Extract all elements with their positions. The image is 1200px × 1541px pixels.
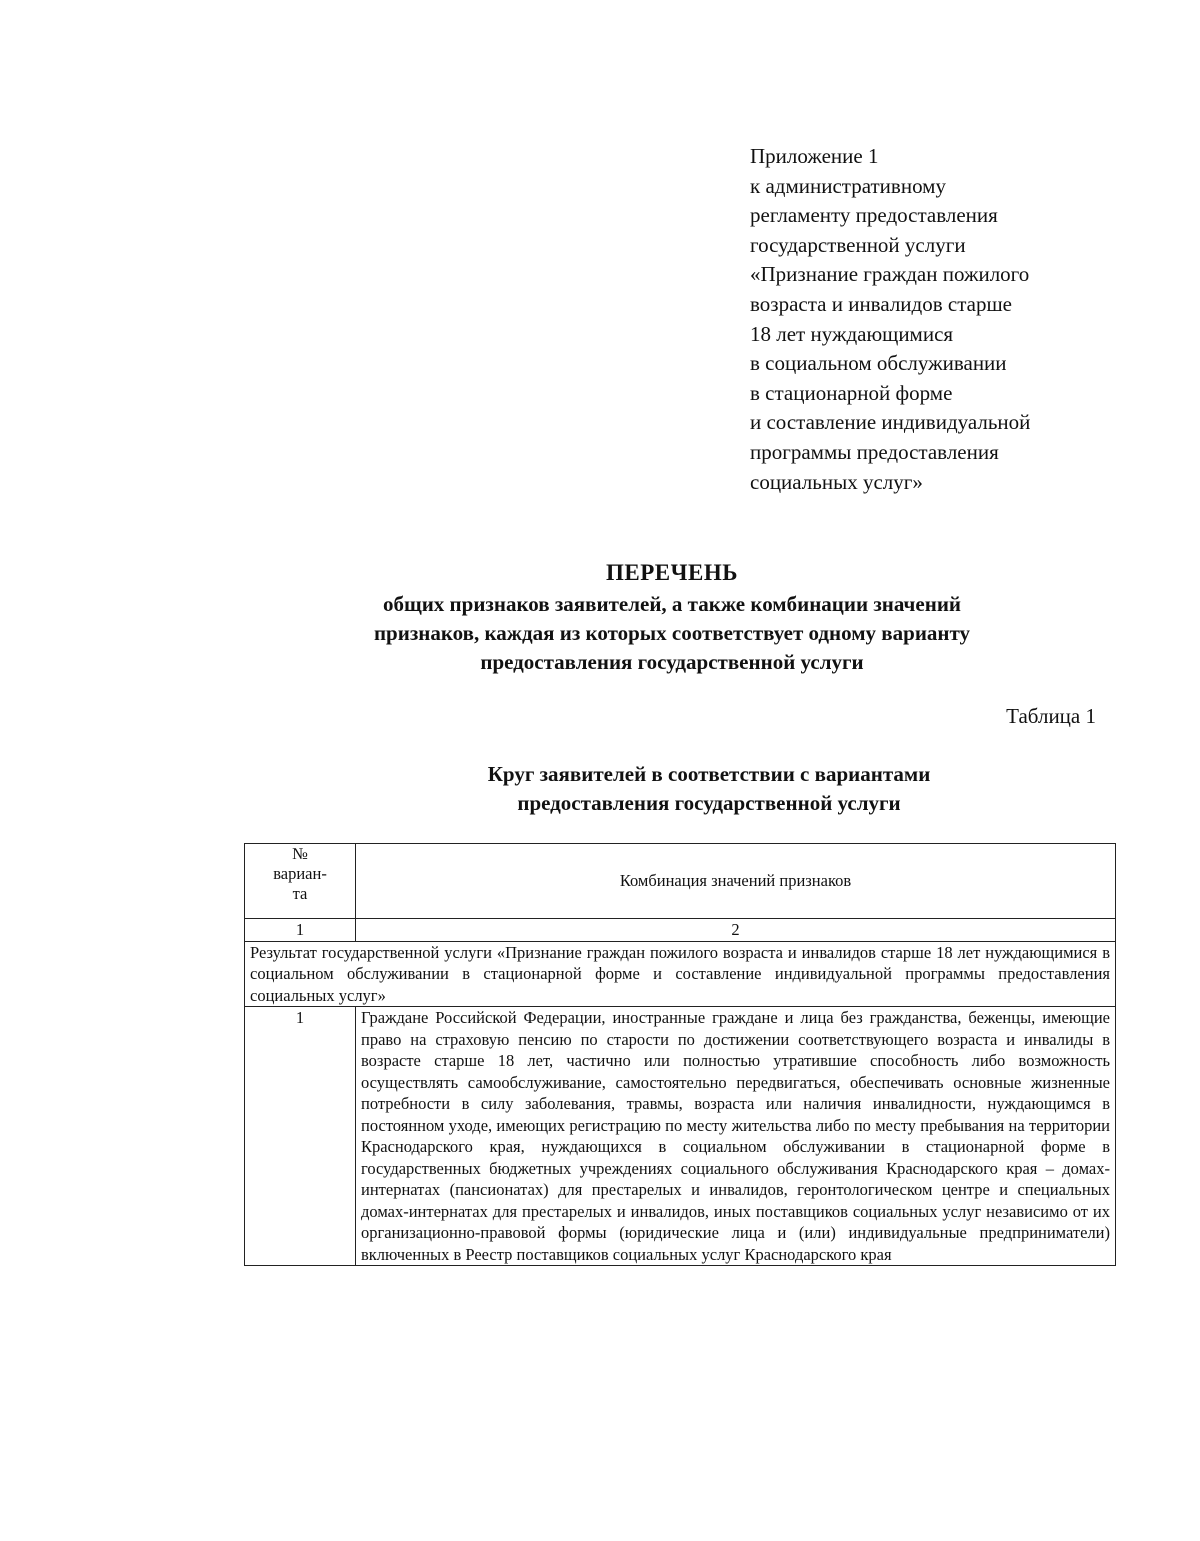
document-subtitle <box>0 590 1200 677</box>
appendix-line: социальных услуг» <box>750 469 923 494</box>
appendix-line: 18 лет нуждающимися <box>750 321 954 346</box>
document-title: ПЕРЕЧЕНЬ <box>606 560 738 585</box>
caption-line: предоставления государственной услуги <box>517 791 901 815</box>
appendix-line: государственной услуги <box>750 232 966 257</box>
subtitle-line: признаков, каждая из которых соответствует одному варианту <box>373 621 971 645</box>
column-index: 2 <box>356 919 1116 942</box>
appendix-line: и составление индивидуальной <box>750 410 1031 435</box>
subtitle-line: предоставления государственной услуги <box>480 650 864 674</box>
table-row <box>245 1007 1116 1266</box>
header-number-line: вариан- <box>273 864 327 883</box>
appendix-line: в социальном обслуживании <box>750 351 1007 376</box>
appendix-line: «Признание граждан пожилого <box>750 262 1030 287</box>
header-variant-number <box>245 844 356 919</box>
caption-line: Круг заявителей в соответствии с вариантами <box>487 762 931 786</box>
header-number-line: № <box>292 844 308 863</box>
appendix-line: регламенту предоставления <box>750 203 998 228</box>
table-header-row <box>245 844 1116 919</box>
appendix-line: возраста и инвалидов старше <box>750 291 1012 316</box>
appendix-line: Приложение 1 <box>750 144 879 168</box>
variant-number: 1 <box>245 1007 356 1266</box>
appendix-line: в стационарной форме <box>750 380 953 405</box>
table-index-row <box>245 919 1116 942</box>
column-index: 1 <box>245 919 356 942</box>
combination-text: Граждане Российской Федерации, иностранные граждане и лица без гражданства, беженцы, имеющие право на страховую пенсию по старости по достижении соответствующего возраста и инвалиды в возрасте старше 18 лет, частично или полностью утратившие способность либо возможность осуществлять самообслуживание, самостоятельно передвигаться, обеспечивать основные жизненные потребности в силу заболевания, травмы, возраста или наличия инвалидности, нуждающимся в постоянном уходе, имеющих регистрацию по месту жительства либо по месту пребывания на территории Краснодарского края, нуждающихся в социальном обслуживании в стационарной форме в государственных бюджетных учреждениях социального обслуживания Краснодарского края – домах-интернатах (пансионатах) для престарелых и инвалидов, геронтологическом центре и специальных домах-интернатах для престарелых и инвалидов, иных поставщиков социальных услуг независимо от их организационно-правовой формы (юридические лица и (или) индивидуальные предприниматели) включенных в Реестр поставщиков социальных услуг Краснодарского края <box>356 1007 1116 1266</box>
table-number: Таблица 1 <box>1006 704 1096 728</box>
appendix-line: программы предоставления <box>750 439 999 464</box>
appendix-note <box>750 142 1170 497</box>
applicants-table <box>244 843 1116 1266</box>
subtitle-line: общих признаков заявителей, а также комбинации значений <box>382 592 962 616</box>
table-caption <box>0 760 1200 818</box>
appendix-line: к административному <box>750 173 946 198</box>
table-result-row <box>245 941 1116 1007</box>
result-cell: Результат государственной услуги «Признание граждан пожилого возраста и инвалидов старше 18 лет нуждающимися в социальном обслуживании в стационарной форме и составление индивидуальной программы предоставления социальных услуг» <box>245 941 1116 1007</box>
header-combination: Комбинация значений признаков <box>356 844 1116 919</box>
header-number-line: та <box>292 884 308 903</box>
